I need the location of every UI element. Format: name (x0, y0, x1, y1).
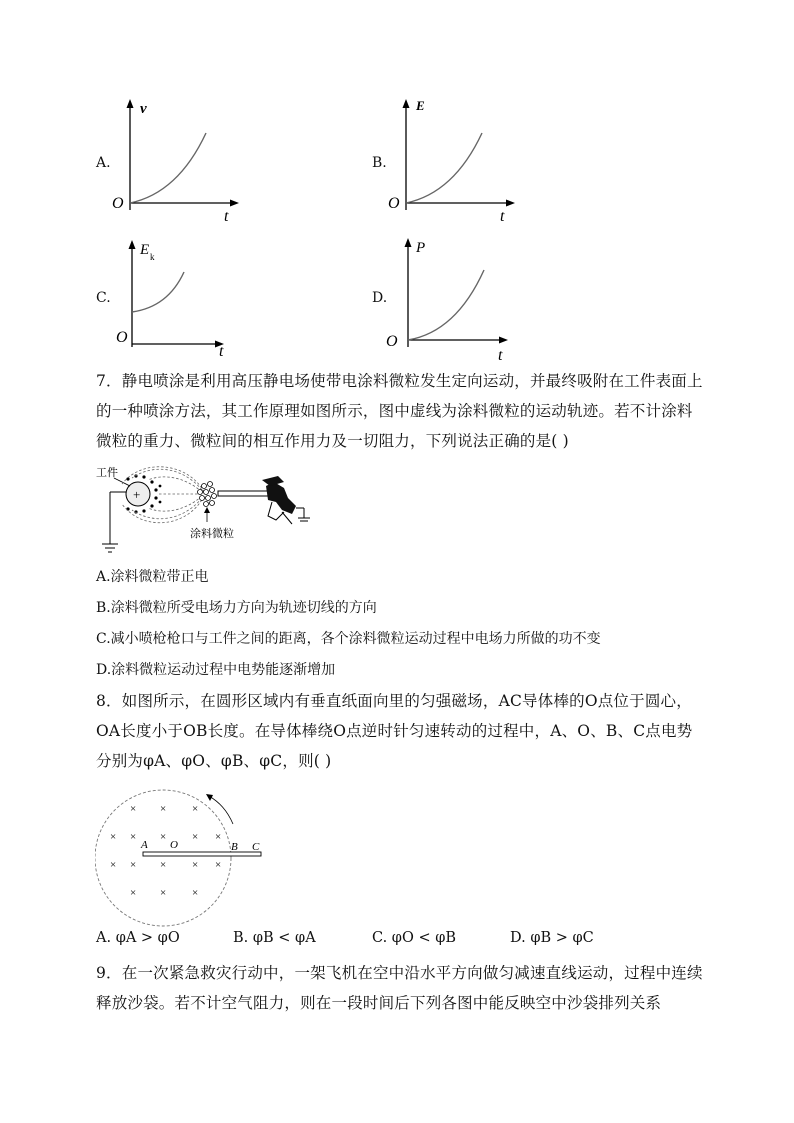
field-crosses (110, 803, 221, 899)
q7-choice-a: A.涂料微粒带正电 (96, 569, 209, 585)
origin-c: O (116, 329, 128, 346)
svg-text:×: × (192, 831, 199, 843)
svg-text:×: × (130, 859, 137, 871)
svg-text:×: × (192, 859, 199, 871)
ylabel-d: P (416, 240, 426, 256)
q7-choice-c: C.减小喷枪枪口与工件之间的距离，各个涂料微粒运动过程中电场力所做的功不变 (96, 631, 601, 647)
label-o: O (170, 839, 178, 851)
svg-text:×: × (215, 859, 222, 871)
curve-a (130, 133, 206, 203)
svg-text:×: × (215, 831, 222, 843)
curve-c (132, 272, 184, 312)
option-label-b: B. (372, 155, 387, 171)
ylabel-a: v (140, 101, 147, 117)
label-c: C (252, 841, 260, 853)
curve-b (406, 133, 482, 203)
svg-text:×: × (110, 859, 117, 871)
origin-a: O (112, 195, 124, 212)
svg-text:×: × (160, 831, 167, 843)
svg-text:×: × (130, 803, 137, 815)
origin-d: O (386, 333, 398, 350)
svg-text:×: × (160, 887, 167, 899)
q7-choice-d: D.涂料微粒运动过程中电势能逐渐增加 (96, 662, 336, 678)
xlabel-a: t (224, 208, 229, 225)
svg-text:×: × (130, 831, 137, 843)
graph-d (384, 232, 524, 362)
svg-text:×: × (130, 887, 137, 899)
label-workpiece: 工件 (96, 467, 118, 479)
option-label-a: A. (96, 155, 111, 171)
option-label-c: C. (96, 290, 111, 306)
svg-text:×: × (160, 803, 167, 815)
graph-a (108, 95, 248, 225)
svg-text:×: × (110, 831, 117, 843)
q7-stem: 7．静电喷涂是利用高压静电场使带电涂料微粒发生定向运动，并最终吸附在工件表面上的一种喷涂方法，其工作原理如图所示，图中虚线为涂料微粒的运动轨迹。若不计涂料微粒的重力、微粒间的相互作用力及一切阻力，下列说法正确的是( ) (96, 372, 703, 450)
label-a: A (141, 839, 148, 851)
q9-stem: 9．在一次紧急救灾行动中，一架飞机在空中沿水平方向做匀减速直线运动，过程中连续释放沙袋。若不计空气阻力，则在一段时间后下列各图中能反映空中沙袋排列关系 (96, 964, 703, 1012)
q8-choice-a: A. φA > φO (96, 930, 180, 946)
graph-b (384, 95, 524, 225)
xlabel-b: t (500, 208, 505, 225)
q8-figure-magnetic-field (95, 784, 275, 932)
xlabel-d: t (498, 347, 503, 362)
q7-figure-spray (92, 462, 322, 562)
workpiece-plus: + (133, 487, 141, 502)
svg-text:×: × (192, 887, 199, 899)
xlabel-c: t (219, 343, 224, 360)
option-label-d: D. (372, 290, 388, 306)
label-b: B (231, 841, 238, 853)
q8-choice-d: D. φB > φC (510, 930, 594, 946)
graph-c (108, 232, 248, 362)
svg-text:×: × (160, 859, 167, 871)
ylabel-c: E (140, 242, 150, 258)
ylabel-b: E (416, 98, 425, 113)
q8-stem: 8．如图所示，在圆形区域内有垂直纸面向里的匀强磁场，AC导体棒的O点位于圆心，OA长度小于OB长度。在导体棒绕O点逆时针匀速转动的过程中，A、O、B、C点电势分别为φA、φO、φB、φC，则( ) (96, 692, 693, 770)
label-particle: 涂料微粒 (190, 528, 234, 540)
q8-choice-b: B. φB < φA (233, 930, 316, 946)
origin-b: O (388, 195, 400, 212)
svg-text:×: × (192, 803, 199, 815)
curve-d (408, 270, 484, 340)
q7-choice-b: B.涂料微粒所受电场力方向为轨迹切线的方向 (96, 600, 377, 616)
q8-choice-c: C. φO < φB (372, 930, 457, 946)
ylabel-sub-c: k (150, 252, 155, 262)
